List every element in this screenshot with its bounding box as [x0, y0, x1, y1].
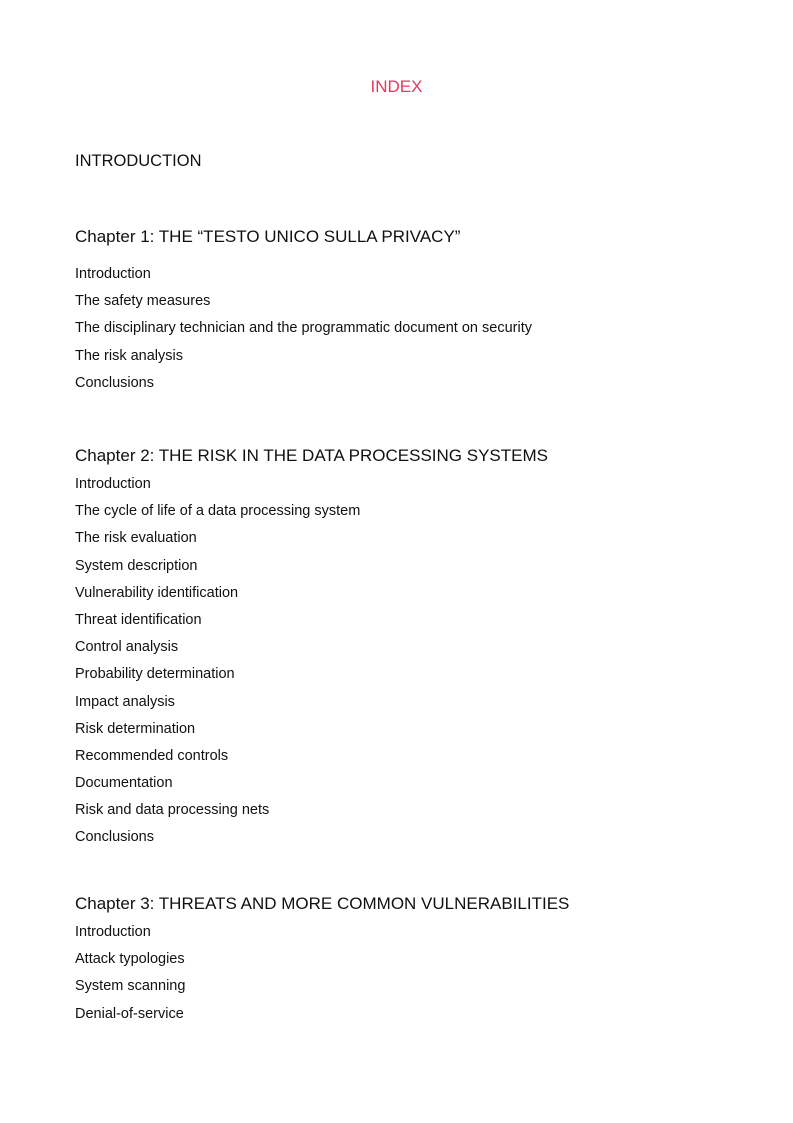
chapter-2-items [75, 471, 548, 852]
toc-entry: System description [75, 557, 198, 574]
toc-entry: Risk determination [75, 720, 196, 737]
chapter-1-title: Chapter 1: THE “TESTO UNICO SULLA PRIVACY” [75, 227, 461, 246]
toc-entry: Recommended controls [75, 747, 229, 764]
toc-entry: Conclusions [75, 374, 154, 391]
toc-entry: The risk analysis [75, 347, 183, 364]
toc-entry: Introduction [75, 924, 151, 940]
toc-entry: The cycle of life of a data processing system [75, 503, 361, 520]
chapter-1-items [75, 261, 532, 397]
introduction-heading: INTRODUCTION [75, 152, 202, 170]
toc-entry: Vulnerability identification [75, 584, 239, 601]
toc-entry: Probability determination [75, 666, 235, 683]
toc-entry: Impact analysis [75, 693, 175, 710]
chapter-3-section [75, 894, 569, 1028]
toc-entry: Denial-of-service [75, 1005, 184, 1022]
toc-entry: Conclusions [75, 829, 154, 846]
toc-entry: Threat identification [75, 611, 202, 628]
toc-entry: Introduction [75, 476, 151, 492]
toc-entry: The disciplinary technician and the programmatic document on security [75, 320, 532, 337]
toc-entry: The risk evaluation [75, 530, 197, 547]
chapter-3-title: Chapter 3: THREATS AND MORE COMMON VULNERABILITIES [75, 894, 570, 913]
toc-entry: The safety measures [75, 293, 211, 310]
toc-entry: Introduction [75, 266, 151, 282]
toc-entry: Documentation [75, 775, 173, 792]
toc-entry: Attack typologies [75, 951, 185, 968]
toc-entry: Control analysis [75, 639, 179, 656]
chapter-1-section [75, 227, 532, 397]
toc-entry: Risk and data processing nets [75, 802, 270, 819]
chapter-2-title: Chapter 2: THE RISK IN THE DATA PROCESSING SYSTEMS [75, 446, 548, 465]
chapter-3-items [75, 919, 569, 1028]
chapter-2-section [75, 446, 548, 852]
index-title: INDEX [370, 77, 423, 96]
toc-entry: System scanning [75, 978, 186, 995]
